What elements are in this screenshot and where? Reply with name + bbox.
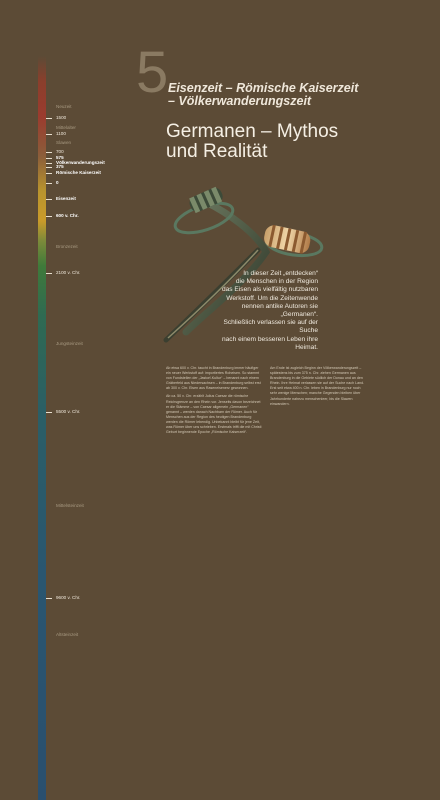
timeline-tick <box>46 273 52 274</box>
quote-line: nennen antike Autoren sie „Germanen“. <box>241 302 318 319</box>
timeline-tick <box>46 199 52 200</box>
timeline-label: Mittelsteinzeit <box>56 503 84 508</box>
quote-line: die Menschen in der Region <box>235 278 318 286</box>
quote-line: nach einem besseren Leben ihre Heimat. <box>221 335 318 351</box>
timeline-label: 9600 v. Chr. <box>56 595 81 600</box>
timeline-label: 2100 v. Chr. <box>56 270 81 275</box>
paragraph: Ab etwa 600 v. Chr. taucht in Brandenburg immer häufiger ein neuer Werkstoff auf: importiertes Roheisen. So stammt von Fundstellen der „Jastorf-Kultur“ – benannt nach einem Gräberfeld aus Niedersachsen – in Brandenburg selbst erst ab 300 v. Chr. Eisen aus Raseneisenerz gewonnen. <box>166 366 261 391</box>
era-title-line: – Völkerwanderungszeit <box>168 94 312 108</box>
timeline-tick <box>46 152 52 153</box>
intro-quote <box>218 270 318 352</box>
main-title-line: Germanen – Mythos <box>166 121 339 142</box>
timeline-label: 575 <box>56 155 64 160</box>
text-column-left <box>166 366 262 438</box>
timeline-tick <box>46 412 52 413</box>
timeline-tick <box>46 216 52 217</box>
timeline-label: 1100 <box>56 131 66 136</box>
timeline-label: Eisenzeit <box>56 196 76 201</box>
timeline-label: Slawen <box>56 140 72 145</box>
timeline-label: 600 v. Chr. <box>56 213 79 218</box>
paragraph: Am Ende ist zugleich Beginn der Völkerwanderungszeit – spätestens bis zum 375 n. Chr. ziehen Germanen aus Brandenburg in die Gebiete südlich der Donau und an den Rhein. Ihre Heimat verlassen sie auf der Suche nach Land. Erst seit etwa 400 n. Chr. leben in Brandenburg nur noch sehr wenige Menschen; manche Gegenden bleiben über Jahrhunderte nahezu menschenleer, bis die Slawen einwandern. <box>270 366 365 406</box>
timeline-tick <box>46 173 52 174</box>
era-title-line: Eisenzeit – Römische Kaiserzeit <box>168 81 359 95</box>
timeline-tick <box>46 598 52 599</box>
timeline-label: 375 <box>56 164 64 169</box>
timeline-label: Völkerwanderungszeit <box>56 160 105 165</box>
timeline-label: Jungsteinzeit <box>56 341 83 346</box>
main-title-line: und Realität <box>166 141 268 162</box>
timeline-label: 0 <box>56 180 59 185</box>
timeline-tick <box>46 183 52 184</box>
quote-line: Werkstoff. Um die Zeitenwende <box>226 294 318 302</box>
quote-line: Schließlich verlassen sie auf der Suche <box>223 319 318 335</box>
timeline-label: Altsteinzeit <box>56 632 79 637</box>
era-title <box>168 82 358 108</box>
section-number: 5 <box>136 40 169 105</box>
quote-line: In dieser Zeit „entdecken“ <box>243 270 318 277</box>
paragraph: Ab ca. 50 v. Chr. erzählt Julius Caesar die römische Reichsgrenze an den Rhein vor. Jenseits davon bezeichnet er die Stämme – von Caesar allgemein „Germanen“ genannt – werden danach Nachbarn der Römer. Auch für Menschen aus der Region des heutigen Brandenburg werden die Römer lebendig. Unbekannt bleibt für jene Zeit, was Römer über uns schrieben. Erstmals trifft die mit Christi Geburt beginnende Epoche „Römische Kaiserzeit“. <box>166 394 262 435</box>
timeline-label: Römische Kaiserzeit <box>56 170 101 175</box>
timeline-label: 1500 <box>56 115 67 120</box>
timeline-tick <box>46 118 52 119</box>
text-column-right <box>270 366 366 410</box>
quote-line: das Eisen als vielfältig nutzbaren <box>221 286 318 294</box>
timeline-label: Neuzeit <box>56 104 72 109</box>
timeline-tick <box>46 158 52 159</box>
timeline-label: 5500 v. Chr. <box>56 409 81 414</box>
timeline-bar <box>38 56 46 800</box>
timeline-tick <box>46 163 52 164</box>
timeline-label: Mittelalter <box>56 125 76 130</box>
timeline-label: Bronzezeit <box>56 244 78 249</box>
timeline-tick <box>46 167 52 168</box>
main-title <box>166 122 406 162</box>
timeline-tick <box>46 134 52 135</box>
timeline-label: 700 <box>56 149 64 154</box>
